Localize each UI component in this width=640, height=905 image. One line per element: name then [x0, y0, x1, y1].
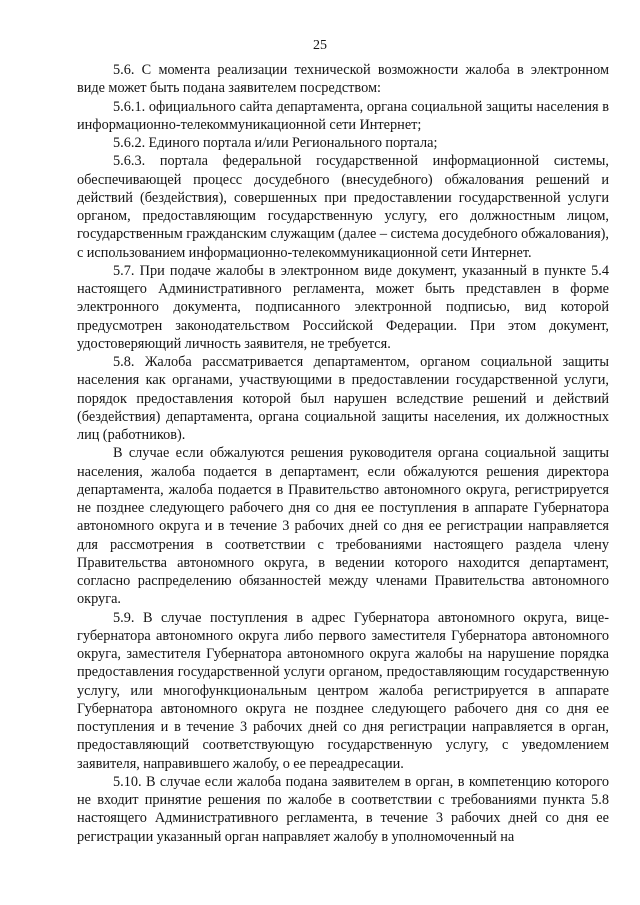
document-body: [77, 61, 609, 846]
paragraph-5-6-1: 5.6.1. официального сайта департамента, органа социальной защиты населения в информационно-телекоммуникационной сети Интернет;: [77, 98, 609, 133]
paragraph-5-6-2: 5.6.2. Единого портала и/или Регионального портала;: [113, 135, 438, 151]
paragraph-5-7: 5.7. При подаче жалобы в электронном виде документ, указанный в пункте 5.4 настоящего Административного регламента, может быть представлен в форме электронного документа, подписанного электронной подписью, вид которой предусмотрен законодательством Российской Федерации. При этом документ, удостоверяющий личность заявителя, не требуется.: [77, 262, 609, 352]
paragraph-5-6: 5.6. С момента реализации технической возможности жалоба в электронном виде может быть подана заявителем посредством:: [77, 62, 609, 97]
paragraph-5-8-continued: В случае если обжалуются решения руководителя органа социальной защиты населения, жалоба подается в департамент, если обжалуются решения директора департамента, жалоба подается в Правительство автономного округа, регистрируется не позднее следующего рабочего дня со дня ее поступления в аппарате Губернатора автономного округа и в течение 3 рабочих дней со дня ее регистрации направляется для рассмотрения в соответствии с требованиями настоящего раздела члену Правительства автономного округа, в ведении которого находится департамент, согласно распределению обязанностей между членами Правительства автономного округа.: [77, 445, 609, 608]
paragraph-5-8: 5.8. Жалоба рассматривается департаментом, органом социальной защиты населения как органами, участвующими в предоставлении государственной услуги, порядок предоставления которой был нарушен вследствие решений и действий (бездействия) департамента, органа социальной защиты населения, их должностных лиц (работников).: [77, 354, 609, 443]
page-number: 25: [313, 38, 327, 53]
paragraph-5-6-3: 5.6.3. портала федеральной государственной информационной системы, обеспечивающей процесс досудебного (внесудебного) обжалования решений и действий (бездействия), совершенных при предоставлении государственной услуги органом, предоставляющим государственную услугу, его должностным лицом, государственным гражданским служащим (далее – система досудебного обжалования), с использованием информационно-телекоммуникационной сети Интернет.: [77, 153, 609, 261]
paragraph-5-10: 5.10. В случае если жалоба подана заявителем в орган, в компетенцию которого не входит принятие решения по жалобе в соответствии с требованиями пункта 5.8 настоящего Административного регламента, в течение 3 рабочих дней со дня ее регистрации указанный орган направляет жалобу в уполномоченный на: [77, 773, 609, 845]
paragraph-5-9: 5.9. В случае поступления в адрес Губернатора автономного округа, вице-губернатора автономного округа либо первого заместителя Губернатора автономного округа, заместителя Губернатора автономного округа жалобы на нарушение порядка предоставления государственной услуги органом, предоставляющим государственную услугу, или многофункциональным центром жалоба регистрируется в аппарате Губернатора автономного округа не позднее следующего рабочего дня со дня ее поступления и в течение 3 рабочих дней со дня регистрации направляется в орган, предоставляющий соответствующую государственную услугу, с уведомлением заявителя, направившего жалобу, о ее переадресации.: [77, 609, 609, 772]
